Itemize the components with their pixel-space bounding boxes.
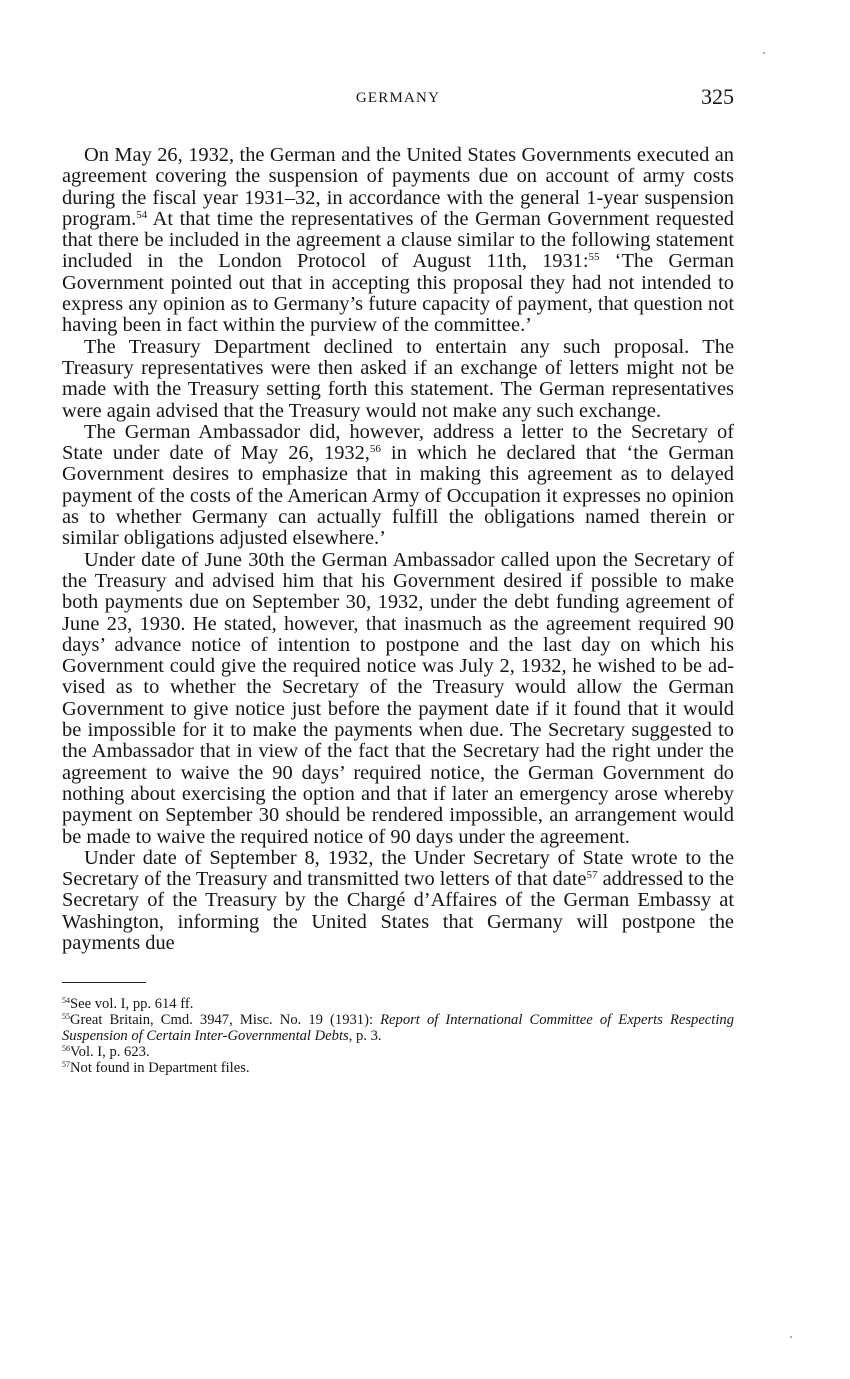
paragraph-text: Under date of September 8, 1932, the Under Secretary of State wrote to the Secretary of the Treasury and transmitted two letters of that date	[62, 846, 734, 891]
paragraph-text: addressed to the Secretary of the Treasury by the Chargé d’Affaires of the German Embassy at Washington, informing the United States that Germany will postpone the payments due	[62, 868, 735, 954]
footnote-ref-57: 57	[586, 869, 598, 882]
body-text	[62, 145, 734, 954]
footnote-divider	[62, 982, 146, 983]
paragraph-2	[62, 337, 734, 422]
paper-speck	[790, 1336, 792, 1338]
running-head	[62, 84, 734, 118]
footnotes	[62, 996, 734, 1076]
paragraph-3	[62, 422, 734, 550]
footnote-text: Vol. I, p. 623.	[70, 1044, 150, 1061]
footnote-number: 54	[62, 996, 70, 1006]
paper-speck	[763, 52, 765, 54]
paragraph-text: On May 26, 1932, the German and the United States Governments executed an agreement covering the suspension of payments due on account of army costs during the fiscal year 1931–32, in accordance with the general 1-year suspension program.	[62, 144, 734, 230]
footnote-text: Great Britain, Cmd. 3947, Misc. No. 19 (1931):	[70, 1012, 381, 1029]
document-page	[62, 84, 734, 1076]
paragraph-text: The Treasury Department declined to entertain any such proposal. The Treasury representatives were then asked if an exchange of letters might not be made with the Treasury setting forth this statement. The German representatives were again advised that the Treasury would not make any such exchange.	[62, 335, 734, 422]
paragraph-text: in which he declared that ‘the German Government desires to emphasize that in making this agreement as to delayed payment of the costs of the American Army of Occupation it expresses no opinion as to whether Germany can actually fulfill the obligations named therein or similar obligations adjusted elsewhere.’	[62, 442, 734, 550]
paragraph-5	[62, 848, 734, 954]
paragraph-4	[62, 550, 734, 848]
footnote-text: See vol. I, pp. 614 ff.	[70, 996, 194, 1013]
footnote-report-title: Report of International Committee of Experts Respecting Suspension of Certain Inter-Governmental Debts	[62, 1012, 734, 1045]
footnote-54	[62, 996, 734, 1012]
paragraph-text: At that time the representatives of the German Government requested that there be included in the agreement a clause similar to the following statement included in the London Protocol of August 11th, 1931:	[62, 207, 734, 273]
paragraph-1	[62, 145, 734, 337]
paragraph-text: ‘The German Government pointed out that in accepting this proposal they had not intended to express any opinion as to Germany’s future capacity of payment, that question not having been in fact within the purview of the committee.’	[62, 250, 734, 337]
footnote-text: Not found in Department files.	[70, 1060, 250, 1077]
paragraph-text: The German Ambassador did, however, address a letter to the Secretary of State under date of May 26, 1932,	[62, 420, 734, 465]
footnote-ref-56: 56	[369, 443, 381, 456]
footnote-57	[62, 1060, 734, 1076]
footnote-56	[62, 1044, 734, 1060]
footnote-ref-54: 54	[136, 208, 148, 221]
footnote-number: 55	[62, 1012, 70, 1022]
footnote-number: 57	[62, 1060, 70, 1070]
footnote-number: 56	[62, 1044, 70, 1054]
running-title: GERMANY	[355, 90, 441, 106]
page-number: 325	[701, 84, 734, 109]
footnote-text: , p. 3.	[348, 1028, 382, 1045]
footnote-ref-55: 55	[588, 251, 600, 264]
footnote-55	[62, 1012, 734, 1044]
paragraph-text: Under date of June 30th the German Ambassador called upon the Secretary of the Treasury and advised him that his Government desired if possible to make both payments due on September 30, 1932, under the debt funding agreement of June 23, 1930. He stated, however, that inasmuch as the agreement required 90 days’ advance notice of intention to postpone and the last day on which his Government could give the required notice was July 2, 1932, he wished to be advised as to whether the Secretary of the Treasury would allow the German Government to give notice just before the payment date if it found that it would be impossible for it to make the payments when due. The Secretary suggested to the Ambassador that in view of the fact that the Secretary had the right under the agreement to waive the 90 days’ required notice, the German Government do nothing about exercising the option and that if later an emergency arose whereby payment on September 30 should be rendered impossible, an arrangement would be made to waive the required notice of 90 days under the agreement.	[62, 548, 734, 848]
